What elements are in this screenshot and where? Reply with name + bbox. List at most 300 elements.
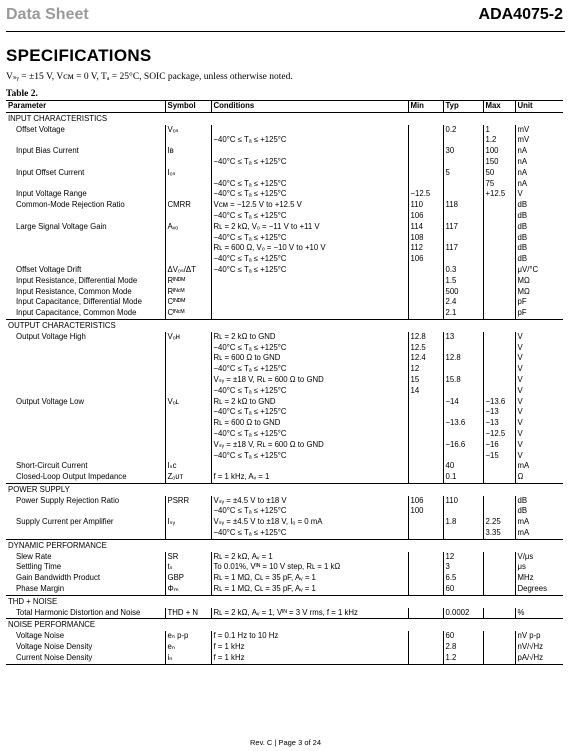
cell-parameter: Output Voltage High: [6, 332, 165, 343]
cell-symbol: [165, 407, 211, 418]
cell-typ: [443, 179, 483, 190]
cell-conditions: f = 0.1 Hz to 10 Hz: [211, 631, 408, 642]
cell-min: [408, 407, 443, 418]
cell-unit: dB: [517, 254, 528, 264]
table-header-row: [6, 101, 563, 113]
table-row: [6, 353, 563, 364]
cell-unit: V: [517, 374, 523, 384]
cell-unit: V: [517, 450, 523, 460]
cell-symbol: [165, 211, 211, 222]
cell-max: [483, 386, 515, 397]
cell-unit: nV/√Hz: [517, 642, 544, 652]
cell-max: [483, 631, 515, 642]
cell-parameter: Voltage Noise: [6, 631, 165, 642]
cell-symbol: THD + N: [165, 608, 211, 619]
cell-parameter: Closed-Loop Output Impedance: [6, 472, 165, 483]
cell-conditions: −40°C ≤ Tₐ ≤ +125°C: [211, 429, 408, 440]
table-row: [6, 642, 563, 653]
cell-symbol: tₛ: [165, 562, 211, 573]
table-section-row: [6, 483, 563, 495]
cell-parameter: [6, 233, 165, 244]
table-row: [6, 343, 563, 354]
cell-typ: [443, 254, 483, 265]
page-footer: Rev. C | Page 3 of 24: [249, 738, 321, 747]
cell-min: [408, 157, 443, 168]
header-part-number: ADA4075-2: [478, 6, 563, 23]
cell-typ: 0.1: [443, 472, 483, 483]
cell-max: −13.6: [483, 397, 515, 408]
cell-parameter: Offset Voltage: [6, 125, 165, 136]
cell-min: [408, 297, 443, 308]
cell-max: [483, 573, 515, 584]
cell-max: [483, 287, 515, 298]
cell-unit: nV p-p: [517, 631, 541, 641]
cell-min: 110: [408, 200, 443, 211]
cell-typ: 5: [443, 168, 483, 179]
cell-conditions: [211, 125, 408, 136]
cell-conditions: Rʟ = 600 Ω to GND: [211, 418, 408, 429]
cell-parameter: [6, 440, 165, 451]
cell-unit: mA: [517, 461, 530, 471]
cell-max: 50: [483, 168, 515, 179]
cell-typ: [443, 506, 483, 517]
cell-max: [483, 472, 515, 483]
table-row: [6, 440, 563, 451]
cell-max: [483, 297, 515, 308]
cell-typ: 30: [443, 146, 483, 157]
cell-conditions: −40°C ≤ Tₐ ≤ +125°C: [211, 506, 408, 517]
table-section-row: [6, 595, 563, 607]
cell-min: 15: [408, 375, 443, 386]
cell-unit: dB: [517, 232, 528, 242]
cell-unit: V: [517, 353, 523, 363]
cell-typ: [443, 157, 483, 168]
cell-symbol: Rᴵᴺᴰᴹ: [165, 276, 211, 287]
cell-parameter: Current Noise Density: [6, 653, 165, 664]
cell-max: [483, 222, 515, 233]
cell-min: [408, 562, 443, 573]
cell-conditions: Vᴄᴍ = −12.5 V to +12.5 V: [211, 200, 408, 211]
cell-max: −15: [483, 451, 515, 462]
table-section-row: [6, 319, 563, 331]
cell-typ: 13: [443, 332, 483, 343]
cell-unit: nA: [517, 178, 528, 188]
cell-conditions: −40°C ≤ Tₐ ≤ +125°C: [211, 343, 408, 354]
cell-typ: 1.5: [443, 276, 483, 287]
cell-symbol: Zₒᴜᴛ: [165, 472, 211, 483]
cell-unit: %: [517, 607, 525, 617]
cell-conditions: [211, 276, 408, 287]
cell-unit: V: [517, 396, 523, 406]
cell-symbol: eₙ: [165, 642, 211, 653]
cell-unit: μs: [517, 562, 526, 572]
cell-typ: 6.5: [443, 573, 483, 584]
cell-conditions: Rʟ = 1 MΩ, Cʟ = 35 pF, Aᵥ = 1: [211, 584, 408, 595]
cell-unit: V: [517, 407, 523, 417]
cell-symbol: [165, 418, 211, 429]
table-row: [6, 189, 563, 200]
cell-min: 106: [408, 211, 443, 222]
cell-symbol: iₙ: [165, 653, 211, 664]
cell-parameter: Input Resistance, Common Mode: [6, 287, 165, 298]
cell-max: [483, 506, 515, 517]
cell-typ: 15.8: [443, 375, 483, 386]
cell-symbol: SR: [165, 552, 211, 563]
cell-parameter: [6, 418, 165, 429]
cell-min: 14: [408, 386, 443, 397]
table-row: [6, 308, 563, 319]
cell-max: [483, 552, 515, 563]
cell-symbol: [165, 189, 211, 200]
cell-conditions: Rʟ = 1 MΩ, Cʟ = 35 pF, Aᵥ = 1: [211, 573, 408, 584]
cell-parameter: Gain Bandwidth Product: [6, 573, 165, 584]
section-heading: OUTPUT CHARACTERISTICS: [6, 319, 563, 331]
col-header-conditions: Conditions: [211, 101, 408, 113]
table-row: [6, 407, 563, 418]
cell-unit: V: [517, 189, 523, 199]
cell-typ: 12: [443, 552, 483, 563]
cell-min: 100: [408, 506, 443, 517]
cell-typ: [443, 135, 483, 146]
cell-min: 12.8: [408, 332, 443, 343]
cell-max: [483, 254, 515, 265]
cell-unit: mV: [517, 124, 530, 134]
cell-symbol: [165, 528, 211, 539]
cell-symbol: CMRR: [165, 200, 211, 211]
cell-typ: [443, 343, 483, 354]
cell-symbol: [165, 179, 211, 190]
cell-unit: pA/√Hz: [515, 653, 563, 664]
cell-max: [483, 375, 515, 386]
cell-conditions: −40°C ≤ Tₐ ≤ +125°C: [211, 233, 408, 244]
cell-typ: [443, 407, 483, 418]
table-section-row: [6, 619, 563, 631]
cell-typ: [443, 189, 483, 200]
cell-max: −13: [483, 407, 515, 418]
cell-symbol: [165, 353, 211, 364]
cell-max: 1.2: [483, 135, 515, 146]
cell-conditions: Vₛᵧ = ±18 V, Rʟ = 600 Ω to GND: [211, 375, 408, 386]
col-header-typ: Typ: [443, 101, 483, 113]
cell-typ: [443, 451, 483, 462]
table-row: [6, 397, 563, 408]
cell-conditions: −40°C ≤ Tₐ ≤ +125°C: [211, 364, 408, 375]
cell-parameter: Input Capacitance, Common Mode: [6, 308, 165, 319]
cell-unit: MHz: [517, 573, 534, 583]
cell-symbol: [165, 343, 211, 354]
cell-parameter: Power Supply Rejection Ratio: [6, 496, 165, 507]
cell-typ: 2.8: [443, 642, 483, 653]
cell-unit: mA: [517, 528, 530, 538]
table-row: [6, 386, 563, 397]
cell-symbol: [165, 440, 211, 451]
cell-conditions: −40°C ≤ Tₐ ≤ +125°C: [211, 407, 408, 418]
table-row: [6, 517, 563, 528]
table-row: [6, 146, 563, 157]
cell-typ: [443, 386, 483, 397]
table-row: [6, 364, 563, 375]
cell-conditions: −40°C ≤ Tₐ ≤ +125°C: [211, 386, 408, 397]
cell-symbol: Iₛᵧ: [165, 517, 211, 528]
cell-min: 114: [408, 222, 443, 233]
cell-symbol: Cᴵᴺᴰᴹ: [165, 297, 211, 308]
cell-min: [408, 440, 443, 451]
table-row: [6, 135, 563, 146]
cell-max: 1: [483, 125, 515, 136]
cell-unit: V: [517, 418, 523, 428]
cell-parameter: Input Voltage Range: [6, 189, 165, 200]
table-row: [6, 573, 563, 584]
cell-min: [408, 265, 443, 276]
cell-typ: −14: [443, 397, 483, 408]
table-row: [6, 211, 563, 222]
cell-unit: dB: [517, 495, 528, 505]
cell-conditions: [211, 461, 408, 472]
cell-typ: −13.6: [443, 418, 483, 429]
table-row: [6, 496, 563, 507]
cell-min: [408, 608, 443, 619]
cell-typ: 0.0002: [443, 608, 483, 619]
cell-min: [408, 528, 443, 539]
cell-unit: nA: [517, 167, 528, 177]
header-doc-type: Data Sheet: [6, 6, 89, 23]
cell-unit: mV: [517, 135, 530, 145]
table-row: [6, 562, 563, 573]
cell-max: 100: [483, 146, 515, 157]
cell-min: [408, 125, 443, 136]
cell-unit: μV/°C: [517, 264, 539, 274]
cell-unit: V/μs: [517, 551, 534, 561]
cell-symbol: [165, 375, 211, 386]
cell-symbol: PSRR: [165, 496, 211, 507]
cell-max: 2.25: [483, 517, 515, 528]
cell-max: [483, 243, 515, 254]
cell-symbol: [165, 135, 211, 146]
cell-parameter: [6, 528, 165, 539]
cell-parameter: [6, 429, 165, 440]
cell-parameter: [6, 135, 165, 146]
cell-typ: 40: [443, 461, 483, 472]
table-row: [6, 461, 563, 472]
cell-min: [408, 573, 443, 584]
cell-conditions: −40°C ≤ Tₐ ≤ +125°C: [211, 451, 408, 462]
cell-conditions: Rʟ = 2 kΩ to GND: [211, 332, 408, 343]
cell-conditions: −40°C ≤ Tₐ ≤ +125°C: [211, 157, 408, 168]
cell-min: 12: [408, 364, 443, 375]
cell-parameter: Supply Current per Amplifier: [6, 517, 165, 528]
table-row: [6, 451, 563, 462]
cell-min: [408, 308, 443, 319]
cell-conditions: To 0.01%, Vᴵᴺ = 10 V step, Rʟ = 1 kΩ: [211, 562, 408, 573]
cell-min: [408, 146, 443, 157]
cell-symbol: [165, 157, 211, 168]
cell-conditions: Vₛᵧ = ±18 V, Rʟ = 600 Ω to GND: [211, 440, 408, 451]
cell-max: [483, 265, 515, 276]
cell-symbol: [165, 243, 211, 254]
cell-parameter: [6, 375, 165, 386]
cell-conditions: Rʟ = 2 kΩ, Aᵥ = 1: [211, 552, 408, 563]
cell-min: [408, 517, 443, 528]
cell-max: +12.5: [483, 189, 515, 200]
cell-unit: Degrees: [517, 584, 547, 594]
cell-max: [483, 233, 515, 244]
cell-symbol: [165, 429, 211, 440]
cell-typ: [443, 429, 483, 440]
table-row: [6, 125, 563, 136]
cell-max: [483, 276, 515, 287]
section-heading: THD + NOISE: [6, 595, 563, 607]
cell-min: [408, 276, 443, 287]
cell-parameter: Short-Circuit Current: [6, 461, 165, 472]
cell-unit: MΩ: [517, 275, 530, 285]
cell-conditions: [211, 308, 408, 319]
cell-min: [408, 642, 443, 653]
table-row: [6, 332, 563, 343]
table-row: [6, 179, 563, 190]
cell-typ: 0.3: [443, 265, 483, 276]
section-heading: NOISE PERFORMANCE: [6, 619, 563, 631]
cell-typ: 117: [443, 243, 483, 254]
cell-conditions: [211, 168, 408, 179]
cell-max: [483, 584, 515, 595]
cell-conditions: Vₛᵧ = ±4.5 V to ±18 V, Iₒ = 0 mA: [211, 517, 408, 528]
cell-min: [408, 429, 443, 440]
cell-min: [408, 552, 443, 563]
cell-max: −13: [483, 418, 515, 429]
cell-symbol: Iʙ: [165, 146, 211, 157]
cell-parameter: Input Offset Current: [6, 168, 165, 179]
table-row: [6, 552, 563, 563]
cell-conditions: Rʟ = 2 kΩ, Aᵥ = 1, Vᴵᴺ = 3 V rms, f = 1 kHz: [211, 608, 408, 619]
cell-min: [408, 179, 443, 190]
cell-symbol: Iₛᴄ: [165, 461, 211, 472]
cell-max: [483, 353, 515, 364]
table-row: [6, 265, 563, 276]
cell-parameter: Voltage Noise Density: [6, 642, 165, 653]
cell-max: [483, 211, 515, 222]
cell-unit: nA: [517, 156, 528, 166]
cell-conditions: −40°C ≤ Tₐ ≤ +125°C: [211, 135, 408, 146]
cell-unit: V: [517, 428, 523, 438]
cell-parameter: [6, 407, 165, 418]
cell-max: [483, 332, 515, 343]
cell-conditions: Rʟ = 2 kΩ, Vₒ = −11 V to +11 V: [211, 222, 408, 233]
cell-min: 12.5: [408, 343, 443, 354]
table-row: [6, 157, 563, 168]
cell-conditions: f = 1 kHz, Aᵥ = 1: [211, 472, 408, 483]
cell-symbol: Iₒₛ: [165, 168, 211, 179]
cell-min: [408, 287, 443, 298]
col-header-symbol: Symbol: [165, 101, 211, 113]
table-row: [6, 418, 563, 429]
cell-symbol: [165, 254, 211, 265]
cell-typ: 1.8: [443, 517, 483, 528]
table-row: [6, 233, 563, 244]
cell-parameter: Large Signal Voltage Gain: [6, 222, 165, 233]
cell-symbol: Vₒʟ: [165, 397, 211, 408]
cell-symbol: [165, 233, 211, 244]
cell-symbol: [165, 451, 211, 462]
cell-symbol: Vₒₛ: [165, 125, 211, 136]
cell-conditions: −40°C ≤ Tₐ ≤ +125°C: [211, 265, 408, 276]
table-row: [6, 222, 563, 233]
cell-typ: 2.4: [443, 297, 483, 308]
cell-parameter: Output Voltage Low: [6, 397, 165, 408]
cell-symbol: [165, 364, 211, 375]
cell-typ: −16.6: [443, 440, 483, 451]
cell-conditions: f = 1 kHz: [211, 642, 408, 653]
col-header-unit: Unit: [515, 101, 563, 113]
cell-typ: 1.2: [443, 653, 483, 664]
cell-min: 112: [408, 243, 443, 254]
cell-min: [408, 397, 443, 408]
cell-typ: [443, 233, 483, 244]
table-row: [6, 287, 563, 298]
cell-min: 106: [408, 496, 443, 507]
cell-typ: 12.8: [443, 353, 483, 364]
cell-symbol: GBP: [165, 573, 211, 584]
cell-min: 106: [408, 254, 443, 265]
cell-typ: [443, 528, 483, 539]
table-body: [6, 112, 563, 664]
cell-max: [483, 496, 515, 507]
table-row: [6, 584, 563, 595]
cell-min: [408, 418, 443, 429]
cell-typ: 0.2: [443, 125, 483, 136]
table-row: [6, 653, 563, 664]
cell-parameter: [6, 506, 165, 517]
cell-conditions: Rʟ = 600 Ω, Vₒ = −10 V to +10 V: [211, 243, 408, 254]
table-row: [6, 168, 563, 179]
cell-parameter: Input Capacitance, Differential Mode: [6, 297, 165, 308]
table-row: [6, 254, 563, 265]
cell-conditions: [211, 146, 408, 157]
cell-min: [408, 135, 443, 146]
table-section-row: [6, 539, 563, 551]
table-row: [6, 297, 563, 308]
cell-unit: dB: [517, 210, 528, 220]
cell-unit: V: [517, 439, 523, 449]
cell-typ: 118: [443, 200, 483, 211]
col-header-max: Max: [483, 101, 515, 113]
table-row: [6, 200, 563, 211]
cell-conditions: −40°C ≤ Tₐ ≤ +125°C: [211, 211, 408, 222]
cell-min: [408, 653, 443, 664]
cell-typ: [443, 364, 483, 375]
section-heading: INPUT CHARACTERISTICS: [6, 112, 563, 124]
cell-min: [408, 461, 443, 472]
cell-conditions: Rʟ = 600 Ω to GND: [211, 353, 408, 364]
cell-parameter: Common-Mode Rejection Ratio: [6, 200, 165, 211]
cell-parameter: Offset Voltage Drift: [6, 265, 165, 276]
cell-parameter: Slew Rate: [6, 552, 165, 563]
cell-max: [483, 562, 515, 573]
cell-symbol: Rᴵᴺᶜᴹ: [165, 287, 211, 298]
cell-symbol: [165, 506, 211, 517]
specifications-table: [6, 100, 563, 665]
cell-conditions: [211, 287, 408, 298]
table-row: [6, 276, 563, 287]
cell-conditions: −40°C ≤ Tₐ ≤ +125°C: [211, 528, 408, 539]
section-title: SPECIFICATIONS: [6, 46, 152, 65]
cell-unit: V: [517, 364, 523, 374]
cell-parameter: Input Resistance, Differential Mode: [6, 276, 165, 287]
cell-typ: 3: [443, 562, 483, 573]
cell-typ: 2.1: [443, 308, 483, 319]
col-header-parameter: Parameter: [6, 101, 165, 113]
cell-max: 150: [483, 157, 515, 168]
cell-symbol: Aᵥₒ: [165, 222, 211, 233]
